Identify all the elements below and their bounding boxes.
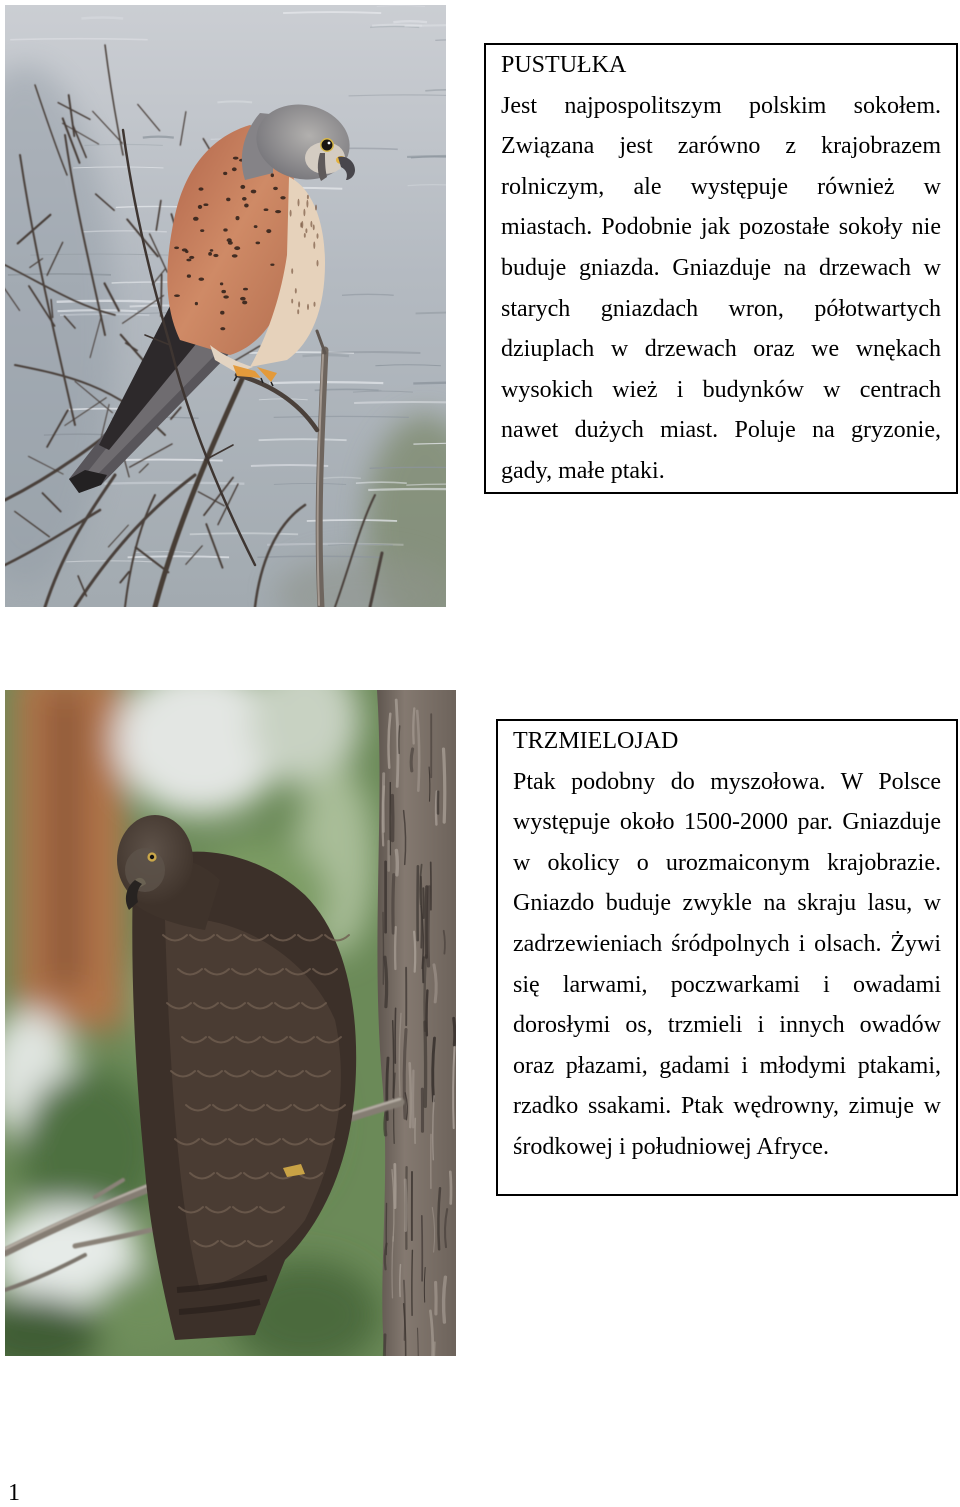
breast-streak — [301, 221, 303, 228]
feather-spot — [226, 198, 230, 202]
text-line: w okolicy o urozmaiconym krajobrazie. — [513, 849, 941, 876]
bark-crack — [454, 1018, 455, 1045]
breast-streak — [310, 221, 312, 227]
feather-spot — [254, 225, 258, 228]
breast-streak — [291, 299, 293, 304]
text-line: miastach. Podobnie jak pozostałe sokoły nie — [501, 214, 941, 241]
breast-streak — [306, 200, 308, 208]
bark-crack — [404, 1281, 405, 1341]
bark-crack — [411, 749, 412, 771]
water-ripple — [259, 439, 347, 440]
feather-spot — [220, 327, 225, 330]
water-ripple — [405, 25, 447, 26]
tree-trunk — [377, 690, 456, 1356]
breast-streak — [298, 199, 300, 207]
feather-spot — [199, 187, 204, 190]
breast-streak — [298, 301, 300, 307]
feather-spot — [232, 254, 238, 257]
section-title: PUSTUŁKA — [501, 52, 627, 78]
breast-streak — [291, 268, 293, 274]
bark-crack — [385, 957, 387, 1006]
feather-spot — [234, 246, 240, 250]
feather-spot — [280, 196, 285, 199]
bark-crack — [399, 726, 400, 753]
water-ripple — [325, 352, 420, 353]
feather-spot — [189, 256, 194, 259]
breast-streak — [303, 209, 305, 216]
bark-crack — [425, 1022, 426, 1106]
feather-spot — [187, 274, 191, 277]
water-ripple — [57, 301, 158, 302]
feather-spot — [256, 242, 261, 245]
bark-crack — [426, 887, 427, 957]
text-line: Jest najpospolitszym polskim sokołem. — [501, 92, 941, 119]
bark-crack — [450, 1172, 451, 1204]
text-line: nawet dużych miast. Poluje na gryzonie, — [501, 417, 941, 444]
honey-buzzard-description-box — [496, 719, 958, 1196]
water-ripple — [190, 533, 298, 534]
bark-crack — [428, 887, 429, 966]
section-title: TRZMIELOJAD — [513, 728, 679, 754]
water-ripple — [416, 312, 446, 313]
feather-spot — [223, 228, 227, 231]
text-line: zadrzewieniach śródpolnych i olsach. Żywi — [513, 930, 941, 957]
bark-crack — [423, 957, 424, 982]
honey-buzzard-photo — [5, 690, 456, 1356]
feather-spot — [220, 282, 223, 285]
feather-spot — [200, 229, 204, 232]
water-ripple — [104, 483, 244, 484]
feather-spot — [193, 217, 199, 221]
bark-crack — [393, 1021, 394, 1098]
feather-spot — [266, 229, 271, 233]
bark-crack — [392, 796, 393, 841]
text-line: Ptak podobny do myszołowa. W Polsce — [513, 768, 941, 795]
feather-spot — [174, 294, 180, 297]
text-line: Związana jest zarówno z krajobrazem — [501, 133, 941, 160]
breast-streak — [295, 288, 297, 294]
water-ripple — [393, 21, 427, 22]
feather-spot — [273, 187, 278, 190]
breast-streak — [307, 304, 309, 310]
bark-crack — [400, 1265, 401, 1297]
water-ripple — [143, 137, 174, 138]
feather-spot — [199, 278, 205, 281]
water-ripple — [81, 18, 123, 19]
bark-crack — [404, 1030, 406, 1119]
breast-streak — [314, 302, 316, 307]
text-line: wysokich wież i budynków w centrach — [501, 376, 941, 403]
text-line: dorosłymi os, trzmieli i innych owadów — [513, 1012, 941, 1039]
feather-spot — [275, 210, 281, 213]
feather-spot — [195, 302, 198, 305]
breast-streak — [317, 233, 319, 239]
bark-crack — [413, 708, 414, 743]
bark-crack — [414, 932, 415, 972]
bark-crack — [384, 1335, 385, 1356]
water-ripple — [413, 383, 446, 384]
breast-streak — [304, 233, 306, 238]
bark-crack — [421, 877, 422, 948]
feather-spot — [220, 311, 224, 315]
eye — [321, 139, 333, 151]
feather-spot — [228, 241, 233, 245]
feather-spot — [232, 167, 237, 171]
feather-spot — [174, 247, 179, 250]
bark-crack — [396, 850, 397, 875]
breast-streak — [313, 224, 315, 230]
feather-spot — [271, 173, 274, 177]
water-ripple — [251, 465, 328, 466]
feather-spot — [233, 157, 239, 160]
text-line: się larwami, poczwarkami i owadami — [513, 971, 941, 998]
feather-spot — [223, 172, 227, 175]
bark-crack — [425, 955, 426, 1030]
feather-spot — [186, 259, 191, 262]
text-line: starych gniazdach wron, półotwartych — [501, 295, 941, 322]
text-line: rzadko ssakami. Ptak wędrowny, zimuje w — [513, 1093, 941, 1120]
text-line: środkowej i południowej Afryce. — [513, 1133, 829, 1160]
text-line: oraz płazami, gadami i młodymi ptakami, — [513, 1052, 941, 1079]
feather-spot — [242, 197, 247, 201]
breast-streak — [305, 228, 307, 233]
text-line: rolniczym, ale występuje również w — [501, 173, 941, 200]
feather-spot — [221, 290, 226, 293]
water-ripple — [354, 402, 446, 403]
feather-spot — [264, 208, 269, 211]
breast-streak — [307, 195, 309, 199]
bark-crack — [410, 1063, 411, 1127]
water-ripple — [217, 101, 252, 102]
water-ripple — [128, 556, 230, 557]
bark-crack — [395, 927, 396, 969]
text-line: występuje około 1500-2000 par. Gniazduje — [513, 809, 941, 836]
bark-crack — [405, 1180, 406, 1231]
feather-spot — [203, 203, 208, 206]
bark-crack — [393, 875, 394, 933]
bark-crack — [444, 749, 445, 822]
feather-spot — [185, 250, 188, 253]
bark-crack — [383, 774, 384, 832]
text-line: Gniazdo buduje zwykle na skraju lasu, w — [513, 890, 941, 917]
feather-spot — [210, 249, 214, 252]
breast-streak — [317, 260, 319, 267]
feather-spot — [223, 295, 229, 298]
water-ripple — [368, 489, 446, 490]
breast-streak — [297, 309, 299, 314]
page-number: 1 — [8, 1480, 20, 1506]
feather-spot — [240, 297, 246, 301]
text-line: dziuplach w drzewach oraz we wnękach — [501, 336, 941, 363]
bark-crack — [444, 1277, 446, 1322]
text-line: gady, małe ptaki. — [501, 457, 665, 484]
breast-streak — [315, 205, 317, 211]
text-line: buduje gniazda. Gniazduje na drzewach w — [501, 254, 941, 281]
feather-spot — [251, 190, 257, 194]
bark-crack — [412, 1250, 413, 1315]
feather-spot — [270, 264, 274, 266]
feather-spot — [198, 205, 202, 209]
feather-spot — [236, 216, 240, 220]
feather-spot — [243, 288, 248, 291]
feather-spot — [244, 204, 249, 208]
kestrel-description-box — [484, 43, 958, 494]
feather-spot — [240, 185, 245, 189]
feather-spot — [208, 252, 212, 256]
water-ripple — [283, 12, 381, 13]
kestrel-photo — [5, 5, 446, 607]
feather-spot — [213, 254, 218, 257]
breast-streak — [290, 210, 292, 217]
breast-streak — [313, 242, 315, 249]
feather-spot — [242, 301, 247, 305]
